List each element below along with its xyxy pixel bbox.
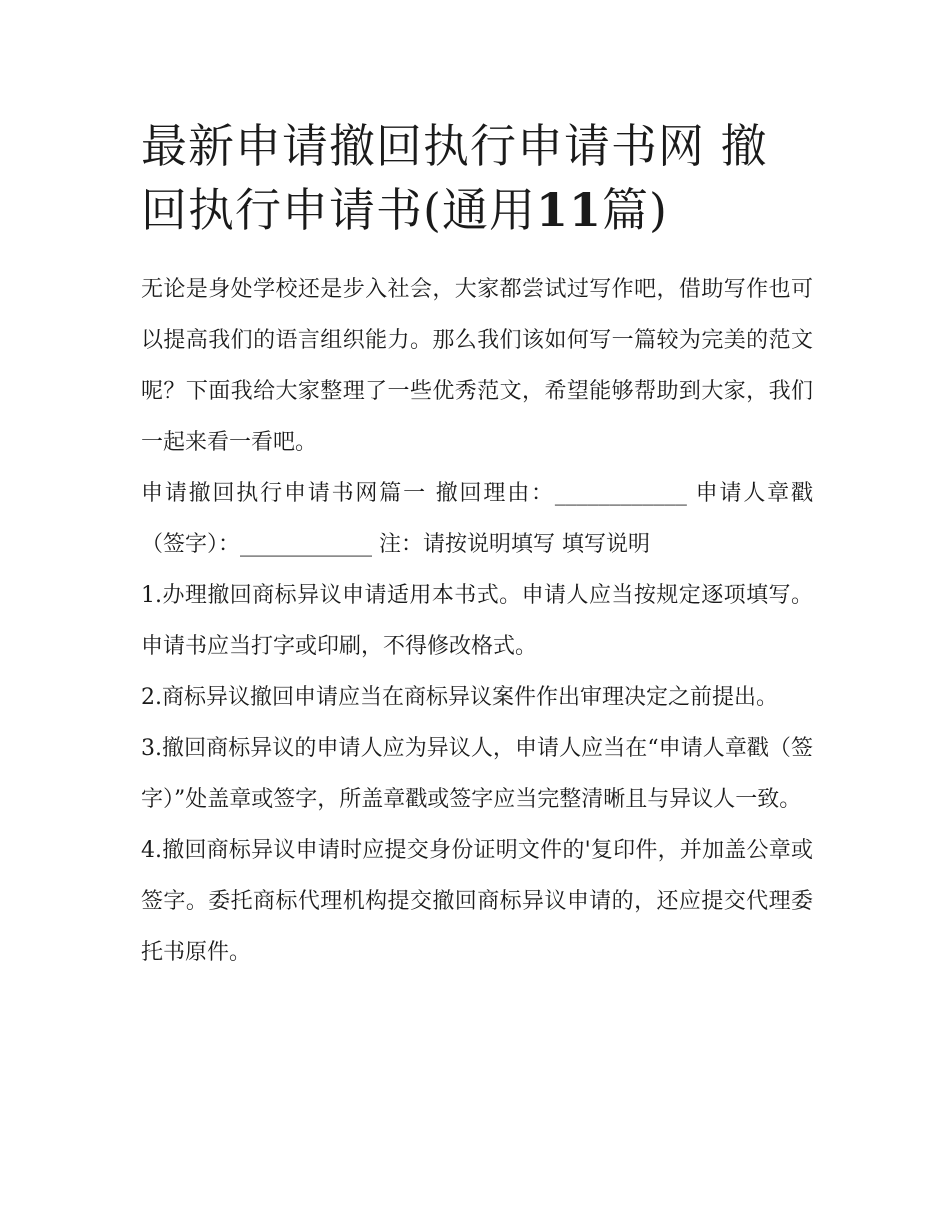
form-fields-paragraph: 申请撤回执行申请书网篇一 撤回理由：____________ 申请人章戳（签字）：____________ 注：请按说明填写 填写说明 (141, 481, 813, 557)
document-body (141, 264, 813, 978)
intro-paragraph: 无论是身处学校还是步入社会，大家都尝试过写作吧，借助写作也可以提高我们的语言组织能力。那么我们该如何写一篇较为完美的范文呢？下面我给大家整理了一些优秀范文，希望能够帮助到大家，我们一起来看一看吧。 (141, 277, 813, 455)
title-line-2-number: 11 (535, 183, 602, 237)
document-title (141, 114, 813, 242)
title-line-2-suffix: 篇) (601, 183, 668, 237)
title-line-1: 最新申请撤回执行申请书网 撤 (141, 119, 768, 173)
instruction-item-3: 3.撤回商标异议的申请人应为异议人，申请人应当在“申请人章戳（签字）”处盖章或签字，所盖章戳或签字应当完整清晰且与异议人一致。 (141, 736, 813, 812)
title-line-2-prefix: 回执行申请书(通用 (141, 183, 536, 237)
instruction-item-2: 2.商标异议撤回申请应当在商标异议案件作出审理决定之前提出。 (141, 685, 778, 710)
document-page (141, 114, 813, 978)
instruction-item-1: 1.办理撤回商标异议申请适用本书式。申请人应当按规定逐项填写。申请书应当打字或印刷，不得修改格式。 (141, 583, 813, 659)
instruction-item-4: 4.撤回商标异议申请时应提交身份证明文件的'复印件，并加盖公章或签字。委托商标代理机构提交撤回商标异议申请的，还应提交代理委托书原件。 (141, 838, 813, 965)
